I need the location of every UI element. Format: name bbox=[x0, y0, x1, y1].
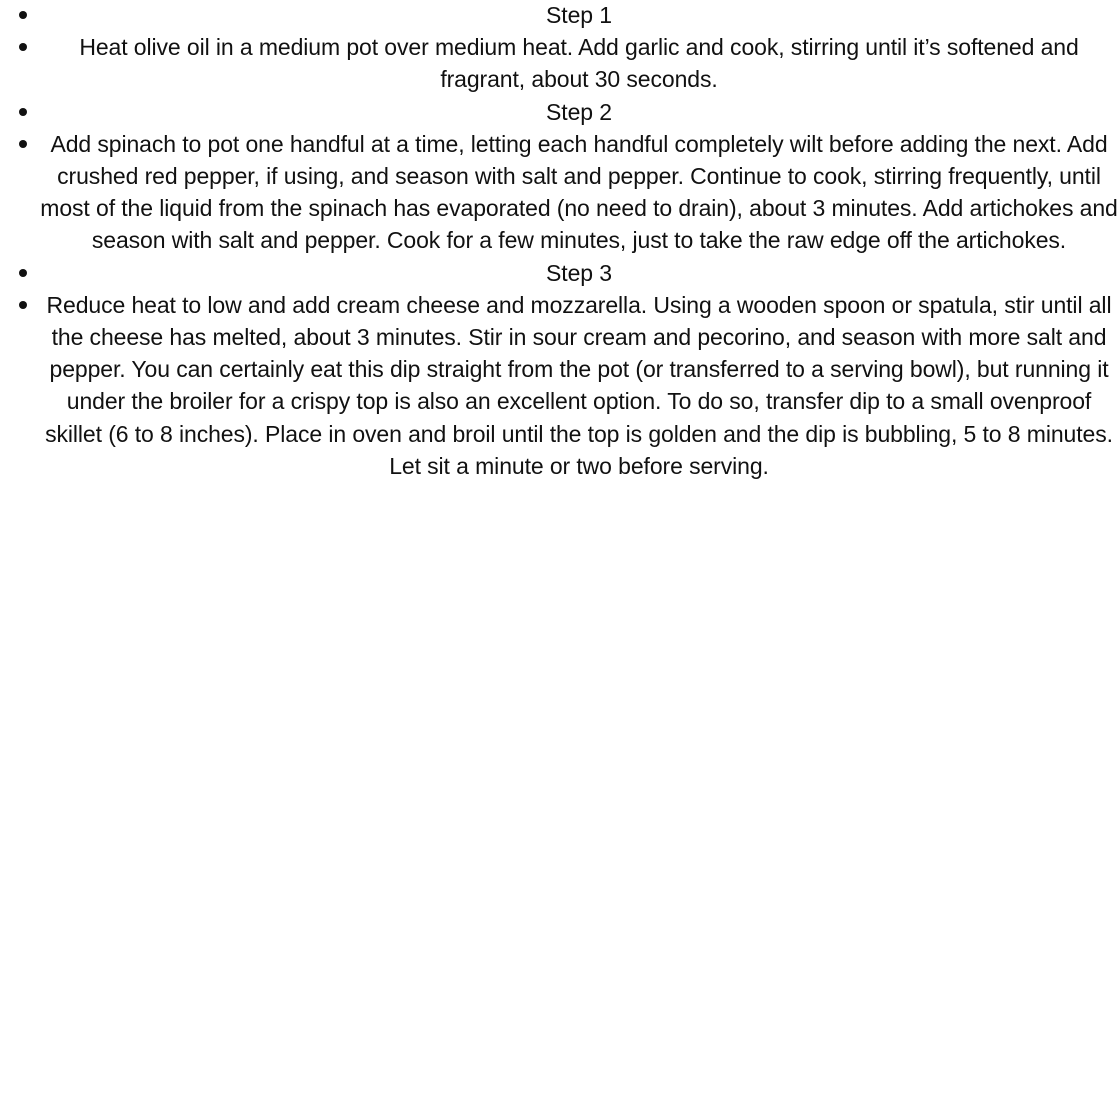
step-heading-3 bbox=[0, 257, 1120, 289]
step-instruction-2 bbox=[0, 128, 1120, 257]
bullet-icon bbox=[19, 11, 27, 19]
step-instruction-text: Reduce heat to low and add cream cheese and mozzarella. Using a wooden spoon or spatula, stir until all the cheese has melted, about 3 minutes. Stir in sour cream and pecorino, and season with more salt and pepper. You can certainly eat this dip straight from the pot (or transferred to a serving bowl), but running it under the broiler for a crispy top is also an excellent option. To do so, transfer dip to a small ovenproof skillet (6 to 8 inches). Place in oven and broil until the top is golden and the dip is bubbling, 5 to 8 minutes. Let sit a minute or two before serving. bbox=[45, 291, 1113, 479]
bullet-icon bbox=[19, 108, 27, 116]
step-instruction-text: Heat olive oil in a medium pot over medium heat. Add garlic and cook, stirring until it’s softened and fragrant, about 30 seconds. bbox=[79, 34, 1079, 93]
step-instruction-3 bbox=[0, 289, 1120, 482]
step-instruction-1 bbox=[0, 31, 1120, 95]
step-heading-text: Step 1 bbox=[546, 2, 612, 28]
step-heading-2 bbox=[0, 96, 1120, 128]
recipe-steps-list bbox=[0, 0, 1120, 482]
step-heading-1 bbox=[0, 0, 1120, 31]
step-instruction-text: Add spinach to pot one handful at a time, letting each handful completely wilt before adding the next. Add crushed red pepper, if using, and season with salt and pepper. Continue to cook, stirring frequently, until most of the liquid from the spinach has evaporated (no need to drain), about 3 minutes. Add artichokes and season with salt and pepper. Cook for a few minutes, just to take the raw edge off the artichokes. bbox=[40, 130, 1118, 254]
bullet-icon bbox=[19, 269, 27, 277]
step-heading-text: Step 2 bbox=[546, 98, 612, 125]
bullet-icon bbox=[19, 140, 27, 148]
bullet-icon bbox=[19, 301, 27, 309]
step-heading-text: Step 3 bbox=[546, 259, 612, 286]
bullet-icon bbox=[19, 43, 27, 51]
